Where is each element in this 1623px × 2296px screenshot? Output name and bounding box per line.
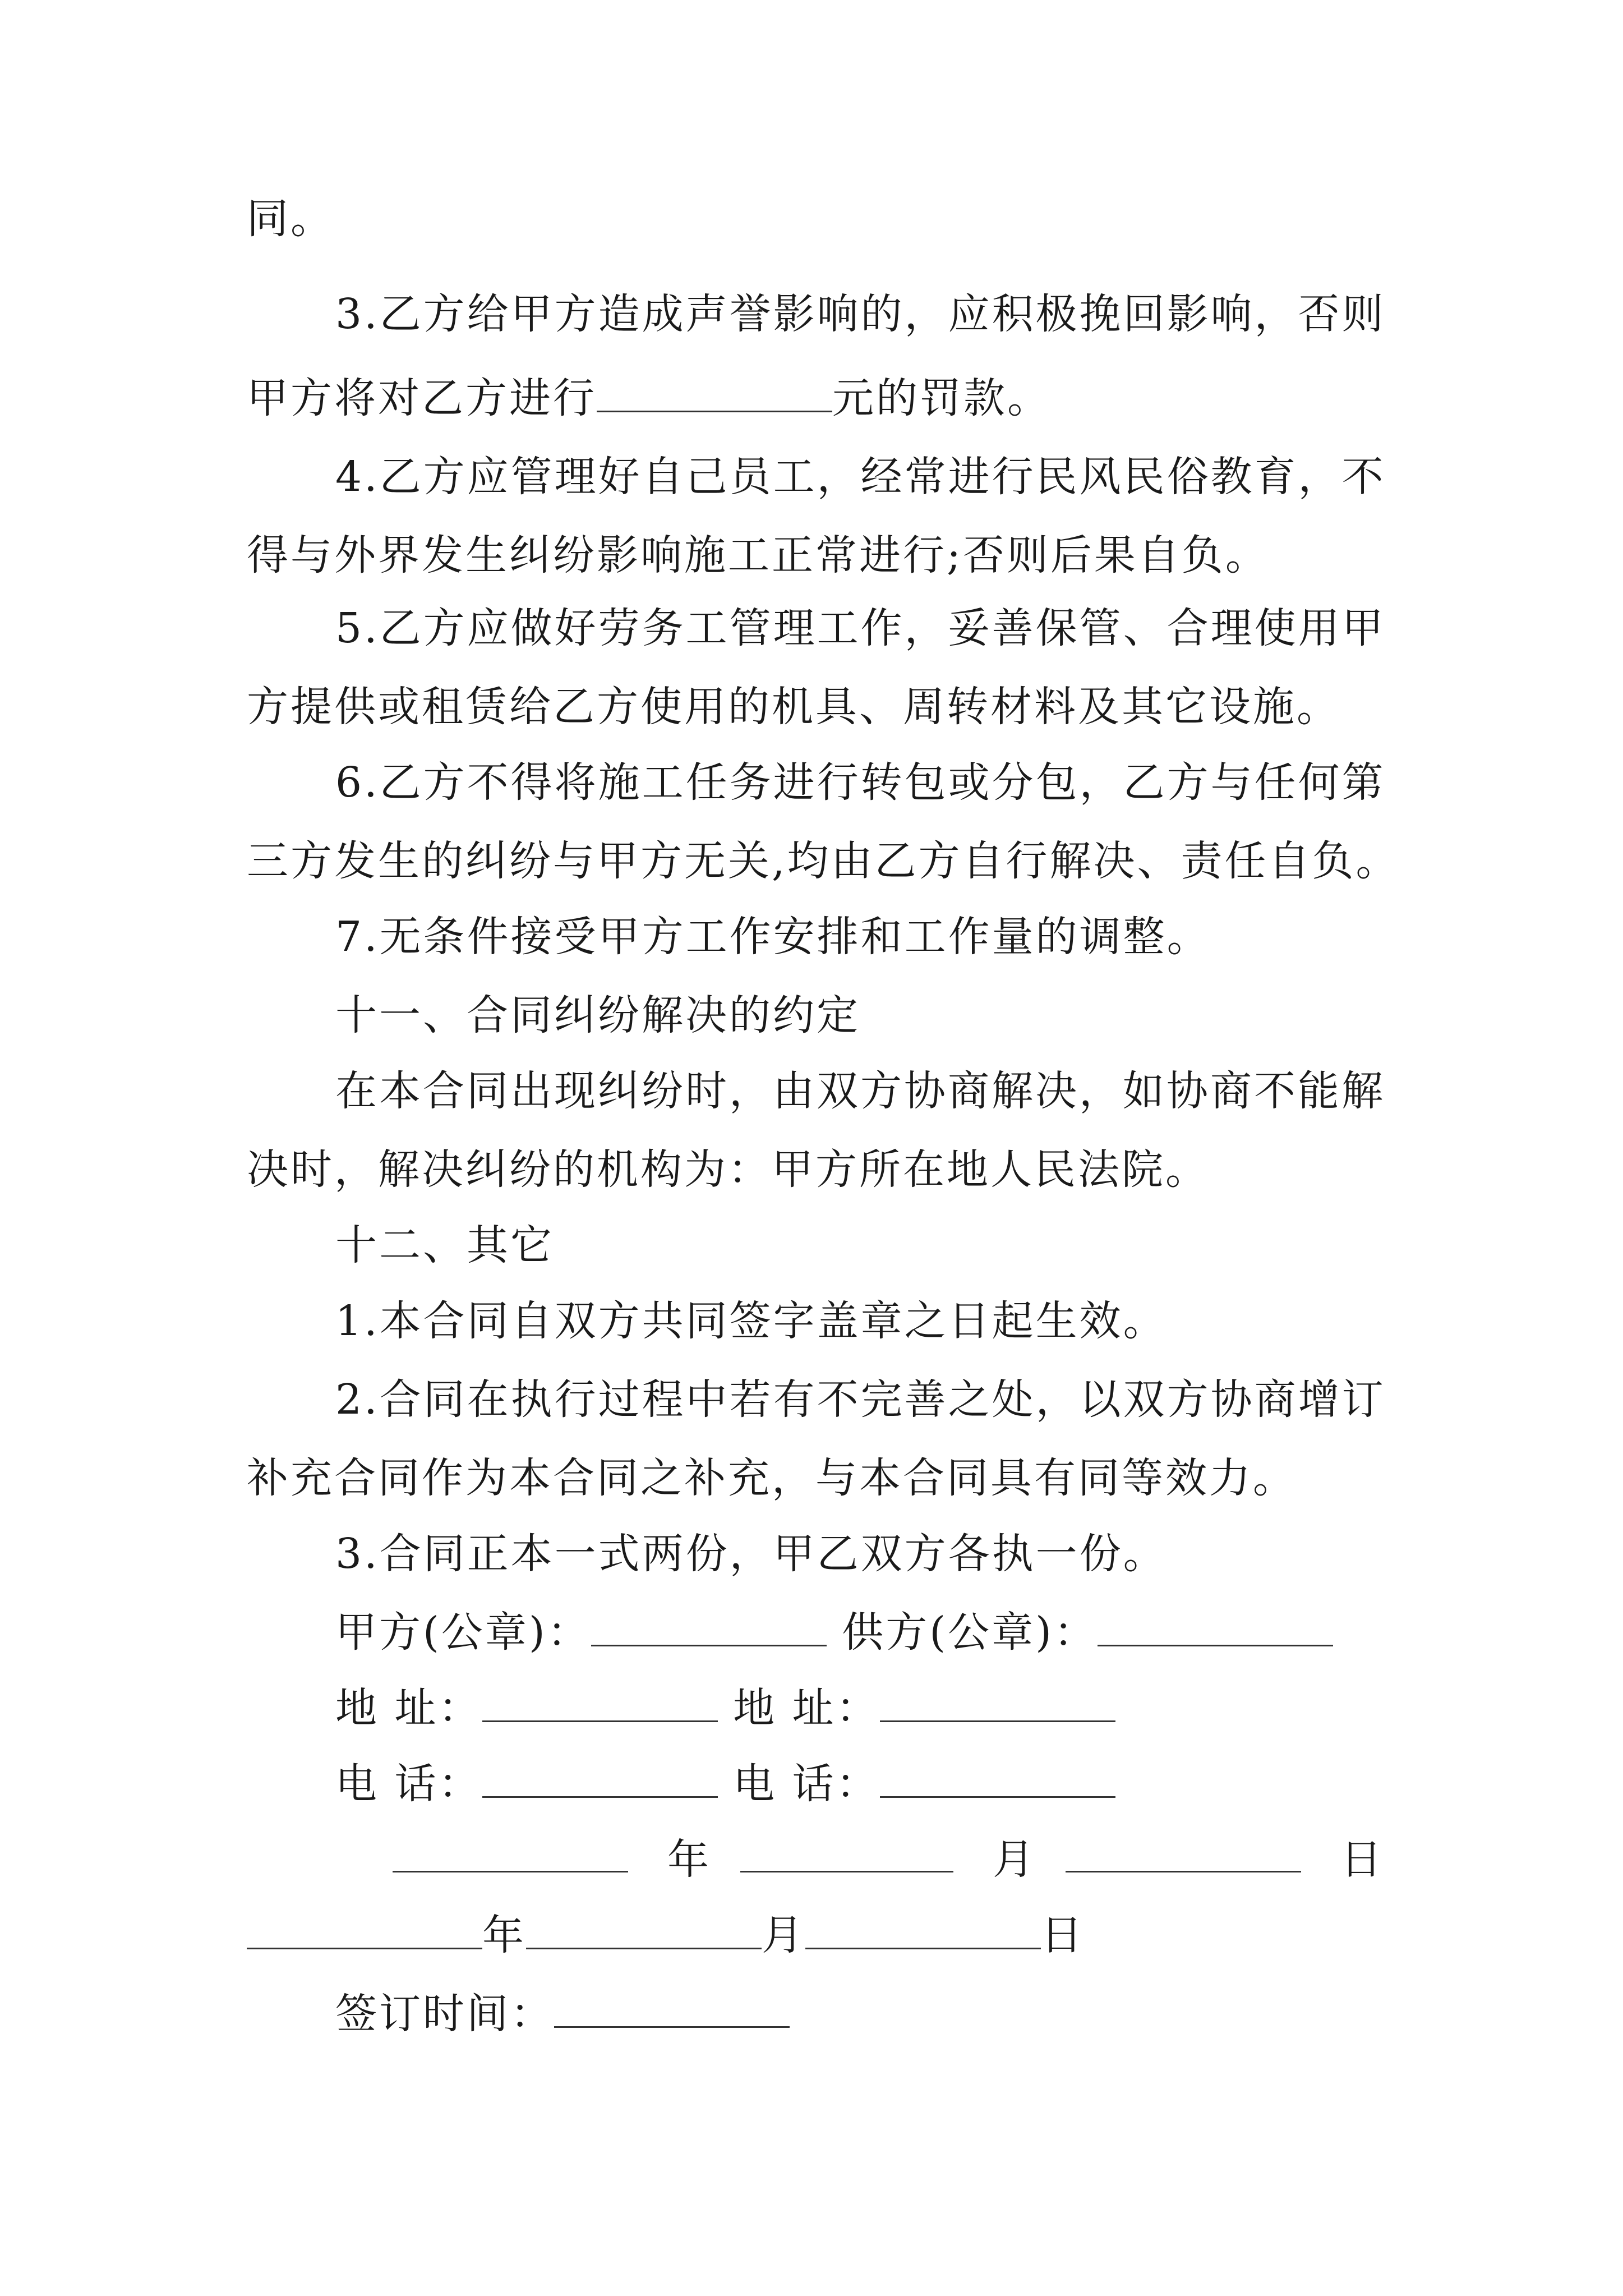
- text-segment: 元的罚款。: [832, 374, 1051, 422]
- address-a-blank: [482, 1681, 718, 1722]
- date-row-compact: [247, 1907, 1085, 1963]
- text-line: 3.合同正本一式两份，甲乙双方各执一份。: [335, 1530, 1167, 1578]
- text-line: 1.本合同自双方共同签字盖章之日起生效。: [335, 1297, 1167, 1345]
- text-line: 同。: [247, 195, 334, 243]
- phone-b-blank: [880, 1757, 1115, 1798]
- address-row: [335, 1680, 1115, 1736]
- party-a-blank: [591, 1605, 827, 1646]
- party-a-label: 甲方(公章)：: [335, 1608, 591, 1657]
- phone-label: 电 话：: [335, 1760, 482, 1808]
- phone-row: [335, 1756, 1115, 1812]
- sign-time-blank: [554, 1987, 790, 2028]
- supplier-label: 供方(公章)：: [842, 1608, 1098, 1657]
- phone-a-blank: [482, 1757, 718, 1798]
- party-row: [335, 1604, 1333, 1660]
- phone-label: 电 话：: [733, 1760, 880, 1808]
- supplier-blank: [1098, 1605, 1333, 1646]
- section-heading: 十一、合同纠纷解决的约定: [335, 991, 860, 1039]
- section-heading: 十二、其它: [335, 1221, 554, 1269]
- day-label: 日: [1041, 1911, 1085, 1959]
- day-label: 日: [1340, 1835, 1384, 1884]
- month-label: 月: [762, 1911, 805, 1959]
- text-line: 方提供或租赁给乙方使用的机具、周转材料及其它设施。: [247, 683, 1340, 731]
- day-blank: [1066, 1832, 1301, 1872]
- year-blank: [393, 1832, 628, 1872]
- text-line: 4.乙方应管理好自己员工，经常进行民风民俗教育，不: [335, 453, 1386, 501]
- address-b-blank: [880, 1681, 1115, 1722]
- text-line: 在本合同出现纠纷时，由双方协商解决，如协商不能解: [335, 1067, 1385, 1115]
- address-label: 地 址：: [733, 1684, 880, 1732]
- year-blank: [247, 1908, 482, 1949]
- text-segment: 甲方将对乙方进行: [247, 374, 597, 422]
- day-blank: [805, 1908, 1041, 1949]
- text-line: 补充合同作为本合同之补充，与本合同具有同等效力。: [247, 1454, 1297, 1502]
- date-row: [393, 1832, 1384, 1888]
- month-blank: [740, 1832, 953, 1872]
- month-label: 月: [993, 1835, 1036, 1884]
- month-blank: [526, 1908, 762, 1949]
- text-line: 决时，解决纠纷的机构为：甲方所在地人民法院。: [247, 1145, 1209, 1194]
- text-line: [247, 370, 1051, 426]
- sign-time-label: 签订时间：: [335, 1990, 554, 2038]
- text-line: 6.乙方不得将施工任务进行转包或分包，乙方与任何第: [335, 758, 1386, 807]
- year-label: 年: [667, 1835, 711, 1884]
- sign-time-row: [335, 1986, 790, 2042]
- text-line: 3.乙方给甲方造成声誉影响的，应积极挽回影响，否则: [335, 290, 1386, 338]
- fine-amount-blank: [597, 371, 832, 412]
- text-line: 5.乙方应做好劳务工管理工作，妥善保管、合理使用甲: [335, 604, 1386, 652]
- text-line: 得与外界发生纠纷影响施工正常进行;否则后果自负。: [247, 531, 1269, 579]
- text-line: 三方发生的纠纷与甲方无关,均由乙方自行解决、责任自负。: [247, 837, 1400, 885]
- text-line: 2.合同在执行过程中若有不完善之处，以双方协商增订: [335, 1375, 1386, 1424]
- address-label: 地 址：: [335, 1684, 482, 1732]
- year-label: 年: [482, 1911, 526, 1959]
- text-line: 7.无条件接受甲方工作安排和工作量的调整。: [335, 913, 1211, 961]
